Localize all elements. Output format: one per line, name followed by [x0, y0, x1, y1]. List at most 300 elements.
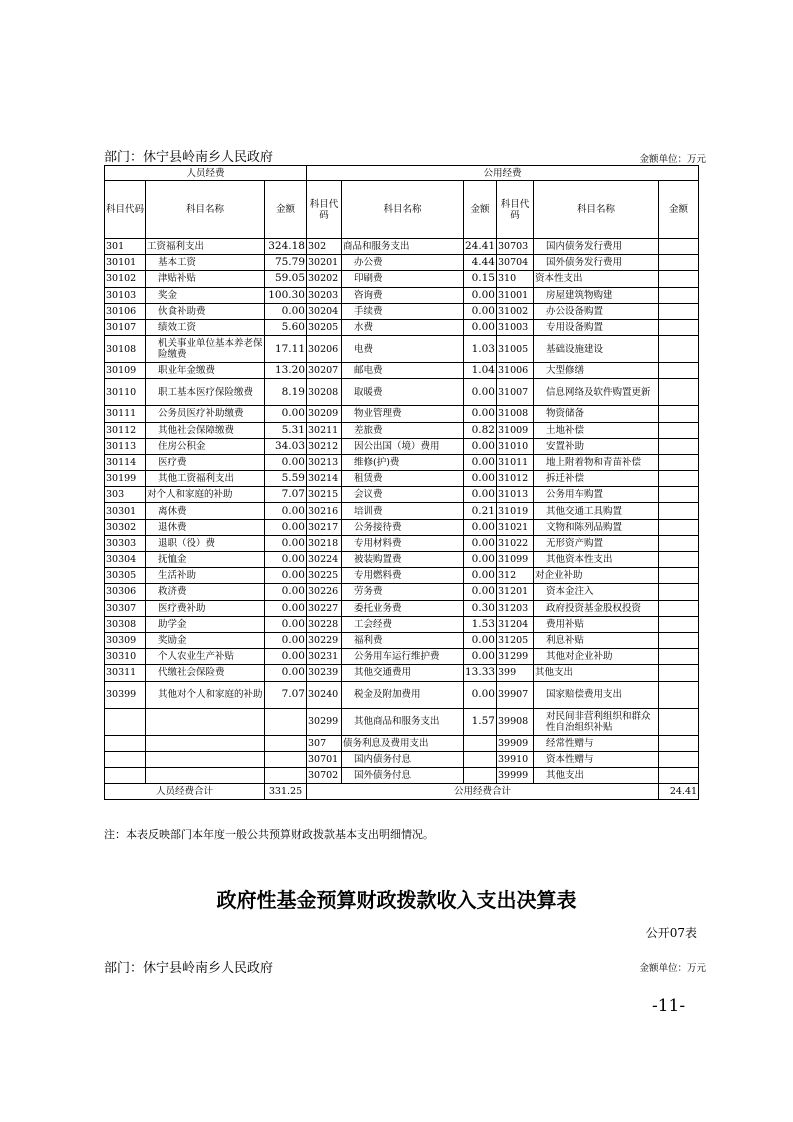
- name-cell: 奖金: [146, 287, 265, 303]
- public-total-label: 公用经费合计: [307, 784, 659, 800]
- code-cell: 303: [105, 487, 146, 503]
- code-cell: 31099: [497, 552, 534, 568]
- code-cell: 31010: [497, 438, 534, 454]
- amount-cell: 13.20: [265, 363, 307, 379]
- code-cell: 30231: [307, 649, 342, 665]
- code-cell: 30229: [307, 632, 342, 648]
- code-cell: 30309: [105, 632, 146, 648]
- name-cell: 公务接待费: [342, 519, 464, 535]
- amount-cell: 0.00: [464, 632, 497, 648]
- amount-cell: 1.03: [464, 336, 497, 363]
- amount-cell: [659, 665, 699, 681]
- amount-cell: 7.07: [265, 681, 307, 708]
- code-cell: 31013: [497, 487, 534, 503]
- name-cell: 退休费: [146, 519, 265, 535]
- name-cell: 其他交通费用: [342, 665, 464, 681]
- name-cell: 利息补贴: [534, 632, 659, 648]
- name-cell: 费用补贴: [534, 616, 659, 632]
- table-row: [105, 319, 699, 335]
- table-row: [105, 632, 699, 648]
- table-row: [105, 708, 699, 735]
- table-row: [105, 616, 699, 632]
- amount-cell: [659, 406, 699, 422]
- code-cell: 30215: [307, 487, 342, 503]
- code-cell: 31003: [497, 319, 534, 335]
- code-cell: 30240: [307, 681, 342, 708]
- table-row: [105, 363, 699, 379]
- amount-cell: [659, 303, 699, 319]
- amount-cell: 0.00: [464, 649, 497, 665]
- name-cell: 无形资产购置: [534, 535, 659, 551]
- code-cell: 31012: [497, 471, 534, 487]
- name-cell: 专用燃料费: [342, 568, 464, 584]
- name-cell: 工会经费: [342, 616, 464, 632]
- name-cell: 公务用车购置: [534, 487, 659, 503]
- amount-cell: 0.00: [265, 632, 307, 648]
- col-amount-3: 金额: [659, 181, 699, 239]
- code-cell: 302: [307, 239, 342, 255]
- code-cell: [105, 735, 146, 751]
- name-cell: 债务利息及费用支出: [342, 735, 464, 751]
- table-row: [105, 287, 699, 303]
- name-cell: 咨询费: [342, 287, 464, 303]
- code-cell: 31019: [497, 503, 534, 519]
- name-cell: 拆迁补偿: [534, 471, 659, 487]
- code-cell: 30704: [497, 255, 534, 271]
- name-cell: 政府投资基金股权投资: [534, 600, 659, 616]
- table-row: [105, 552, 699, 568]
- table-row: [105, 503, 699, 519]
- amount-cell: [659, 552, 699, 568]
- amount-cell: [659, 422, 699, 438]
- table-row: [105, 681, 699, 708]
- name-cell: [146, 767, 265, 783]
- amount-cell: [659, 471, 699, 487]
- code-cell: 30207: [307, 363, 342, 379]
- personnel-total-label: 人员经费合计: [105, 784, 265, 800]
- amount-cell: [265, 735, 307, 751]
- code-cell: 310: [497, 271, 534, 287]
- code-cell: 30205: [307, 319, 342, 335]
- name-cell: 印刷费: [342, 271, 464, 287]
- code-cell: 30217: [307, 519, 342, 535]
- code-cell: [105, 751, 146, 767]
- name-cell: 职工基本医疗保险缴费: [146, 379, 265, 406]
- next-table-title: 政府性基金预算财政拨款收入支出决算表: [216, 888, 577, 912]
- amount-cell: 0.00: [265, 552, 307, 568]
- name-cell: 税金及附加费用: [342, 681, 464, 708]
- name-cell: 土地补偿: [534, 422, 659, 438]
- col-name-3: 科目名称: [534, 181, 659, 239]
- amount-cell: 0.00: [464, 471, 497, 487]
- code-cell: 31022: [497, 535, 534, 551]
- name-cell: 房屋建筑物购建: [534, 287, 659, 303]
- amount-cell: 0.00: [265, 616, 307, 632]
- name-cell: 经常性赠与: [534, 735, 659, 751]
- amount-cell: 0.00: [464, 535, 497, 551]
- amount-cell: 0.00: [265, 665, 307, 681]
- amount-cell: 0.00: [464, 319, 497, 335]
- amount-cell: 0.30: [464, 600, 497, 616]
- name-cell: 邮电费: [342, 363, 464, 379]
- table-row: [105, 406, 699, 422]
- amount-cell: [659, 255, 699, 271]
- code-cell: 30110: [105, 379, 146, 406]
- name-cell: 福利费: [342, 632, 464, 648]
- table-row: [105, 767, 699, 783]
- amount-cell: 324.18: [265, 239, 307, 255]
- code-cell: 31002: [497, 303, 534, 319]
- name-cell: 其他社会保障缴费: [146, 422, 265, 438]
- code-cell: 30113: [105, 438, 146, 454]
- code-cell: 31021: [497, 519, 534, 535]
- code-cell: 30226: [307, 584, 342, 600]
- code-cell: 30307: [105, 600, 146, 616]
- amount-cell: 24.41: [464, 239, 497, 255]
- table-row: [105, 735, 699, 751]
- totals-row: [105, 784, 699, 800]
- col-code-2: 科目代码: [307, 181, 342, 239]
- amount-cell: 100.30: [265, 287, 307, 303]
- code-cell: 31204: [497, 616, 534, 632]
- code-cell: 30109: [105, 363, 146, 379]
- name-cell: [146, 708, 265, 735]
- amount-cell: 1.04: [464, 363, 497, 379]
- amount-cell: [659, 767, 699, 783]
- code-cell: 30204: [307, 303, 342, 319]
- amount-cell: [659, 271, 699, 287]
- table-row: [105, 271, 699, 287]
- code-cell: 30306: [105, 584, 146, 600]
- name-cell: 公务用车运行维护费: [342, 649, 464, 665]
- amount-cell: 0.00: [464, 487, 497, 503]
- amount-cell: 59.05: [265, 271, 307, 287]
- name-cell: 对企业补助: [534, 568, 659, 584]
- amount-cell: 0.00: [464, 681, 497, 708]
- amount-cell: 17.11: [265, 336, 307, 363]
- amount-cell: [659, 632, 699, 648]
- code-cell: 31203: [497, 600, 534, 616]
- name-cell: 国外债务发行费用: [534, 255, 659, 271]
- code-cell: 30102: [105, 271, 146, 287]
- name-cell: 机关事业单位基本养老保险缴费: [146, 336, 265, 363]
- name-cell: 水费: [342, 319, 464, 335]
- name-cell: 基础设施建设: [534, 336, 659, 363]
- table-row: [105, 255, 699, 271]
- amount-cell: 8.19: [265, 379, 307, 406]
- code-cell: 30702: [307, 767, 342, 783]
- amount-cell: [659, 584, 699, 600]
- name-cell: 因公出国（境）费用: [342, 438, 464, 454]
- amount-cell: [659, 379, 699, 406]
- name-cell: 文物和陈列品购置: [534, 519, 659, 535]
- name-cell: 国家赔偿费用支出: [534, 681, 659, 708]
- public-total-value: 24.41: [659, 784, 699, 800]
- code-cell: 39909: [497, 735, 534, 751]
- amount-cell: [659, 751, 699, 767]
- name-cell: 资本性支出: [534, 271, 659, 287]
- name-cell: 退职（役）费: [146, 535, 265, 551]
- table-row: [105, 336, 699, 363]
- name-cell: 住房公积金: [146, 438, 265, 454]
- name-cell: 专用设备购置: [534, 319, 659, 335]
- name-cell: 其他支出: [534, 665, 659, 681]
- amount-cell: [659, 336, 699, 363]
- amount-cell: 0.00: [265, 503, 307, 519]
- code-cell: 30214: [307, 471, 342, 487]
- amount-cell: 0.00: [464, 379, 497, 406]
- amount-cell: 0.00: [464, 287, 497, 303]
- amount-cell: [659, 319, 699, 335]
- amount-cell: [659, 616, 699, 632]
- name-cell: 被装购置费: [342, 552, 464, 568]
- code-cell: 30199: [105, 471, 146, 487]
- name-cell: 国外债务付息: [342, 767, 464, 783]
- amount-cell: 13.33: [464, 665, 497, 681]
- name-cell: 租赁费: [342, 471, 464, 487]
- code-cell: 39910: [497, 751, 534, 767]
- code-cell: [105, 708, 146, 735]
- name-cell: 生活补助: [146, 568, 265, 584]
- table-row: [105, 568, 699, 584]
- name-cell: 安置补助: [534, 438, 659, 454]
- amount-cell: [659, 503, 699, 519]
- amount-cell: 75.79: [265, 255, 307, 271]
- name-cell: 其他支出: [534, 767, 659, 783]
- code-cell: 301: [105, 239, 146, 255]
- code-cell: 31008: [497, 406, 534, 422]
- code-cell: 31005: [497, 336, 534, 363]
- public-group-header: 公用经费: [307, 166, 699, 181]
- name-cell: 商品和服务支出: [342, 239, 464, 255]
- amount-cell: [265, 751, 307, 767]
- amount-unit-label: 金额单位：万元: [639, 154, 706, 165]
- name-cell: 其他对企业补助: [534, 649, 659, 665]
- code-cell: 30209: [307, 406, 342, 422]
- table-row: [105, 665, 699, 681]
- name-cell: 对民间非营利组织和群众性自治组织补贴: [534, 708, 659, 735]
- code-cell: 30308: [105, 616, 146, 632]
- amount-cell: [659, 438, 699, 454]
- table-row: [105, 379, 699, 406]
- name-cell: 办公设备购置: [534, 303, 659, 319]
- amount-cell: [464, 751, 497, 767]
- amount-cell: 0.00: [265, 303, 307, 319]
- table-row: [105, 649, 699, 665]
- amount-cell: 0.00: [464, 438, 497, 454]
- amount-cell: 0.00: [464, 454, 497, 470]
- name-cell: 其他对个人和家庭的补助: [146, 681, 265, 708]
- amount-cell: [265, 767, 307, 783]
- name-cell: 取暖费: [342, 379, 464, 406]
- name-cell: 奖励金: [146, 632, 265, 648]
- table-row: [105, 239, 699, 255]
- name-cell: 差旅费: [342, 422, 464, 438]
- code-cell: 30299: [307, 708, 342, 735]
- col-code-3: 科目代码: [497, 181, 534, 239]
- col-amount-1: 金额: [265, 181, 307, 239]
- name-cell: 津贴补贴: [146, 271, 265, 287]
- table-row: [105, 535, 699, 551]
- personnel-total-value: 331.25: [265, 784, 307, 800]
- name-cell: 信息网络及软件购置更新: [534, 379, 659, 406]
- name-cell: 代缴社会保险费: [146, 665, 265, 681]
- name-cell: 大型修缮: [534, 363, 659, 379]
- name-cell: 其他工资福利支出: [146, 471, 265, 487]
- expense-detail-table: [104, 165, 699, 800]
- amount-cell: [265, 708, 307, 735]
- code-cell: 39999: [497, 767, 534, 783]
- next-amount-unit-label: 金额单位：万元: [639, 963, 706, 974]
- table-row: [105, 584, 699, 600]
- name-cell: 维修(护)费: [342, 454, 464, 470]
- col-amount-2: 金额: [464, 181, 497, 239]
- name-cell: 助学金: [146, 616, 265, 632]
- code-cell: 30311: [105, 665, 146, 681]
- amount-cell: 7.07: [265, 487, 307, 503]
- amount-cell: [659, 708, 699, 735]
- code-cell: 30211: [307, 422, 342, 438]
- name-cell: 资本性赠与: [534, 751, 659, 767]
- amount-cell: 0.00: [265, 519, 307, 535]
- name-cell: 对个人和家庭的补助: [146, 487, 265, 503]
- code-cell: 30202: [307, 271, 342, 287]
- table-row: [105, 471, 699, 487]
- amount-cell: 0.00: [464, 584, 497, 600]
- code-cell: 30114: [105, 454, 146, 470]
- code-cell: 30106: [105, 303, 146, 319]
- amount-cell: [659, 735, 699, 751]
- amount-cell: [659, 487, 699, 503]
- amount-cell: 4.44: [464, 255, 497, 271]
- code-cell: 30103: [105, 287, 146, 303]
- amount-cell: 0.00: [464, 519, 497, 535]
- name-cell: 个人农业生产补贴: [146, 649, 265, 665]
- code-cell: 30224: [307, 552, 342, 568]
- col-name-1: 科目名称: [146, 181, 265, 239]
- code-cell: 30703: [497, 239, 534, 255]
- code-cell: 39908: [497, 708, 534, 735]
- code-cell: 30701: [307, 751, 342, 767]
- code-cell: 31001: [497, 287, 534, 303]
- code-cell: 312: [497, 568, 534, 584]
- name-cell: 抚恤金: [146, 552, 265, 568]
- table-row: [105, 751, 699, 767]
- table-row: [105, 600, 699, 616]
- amount-cell: 0.00: [265, 649, 307, 665]
- table-row: [105, 454, 699, 470]
- name-cell: 专用材料费: [342, 535, 464, 551]
- table-note: 注：本表反映部门本年度一般公共预算财政拨款基本支出明细情况。: [104, 828, 434, 841]
- code-cell: 30239: [307, 665, 342, 681]
- code-cell: 31205: [497, 632, 534, 648]
- name-cell: 绩效工资: [146, 319, 265, 335]
- name-cell: 国内债务发行费用: [534, 239, 659, 255]
- amount-cell: 5.31: [265, 422, 307, 438]
- amount-cell: 0.00: [265, 535, 307, 551]
- code-cell: 30206: [307, 336, 342, 363]
- name-cell: 办公费: [342, 255, 464, 271]
- name-cell: 医疗费: [146, 454, 265, 470]
- amount-cell: 0.21: [464, 503, 497, 519]
- amount-cell: 0.00: [464, 303, 497, 319]
- code-cell: 30107: [105, 319, 146, 335]
- code-cell: 30301: [105, 503, 146, 519]
- amount-cell: [659, 239, 699, 255]
- code-cell: 30212: [307, 438, 342, 454]
- code-cell: [105, 767, 146, 783]
- table-row: [105, 487, 699, 503]
- code-cell: 30225: [307, 568, 342, 584]
- name-cell: 劳务费: [342, 584, 464, 600]
- amount-cell: 0.00: [265, 568, 307, 584]
- name-cell: 物资储备: [534, 406, 659, 422]
- col-name-2: 科目名称: [342, 181, 464, 239]
- name-cell: 其他资本性支出: [534, 552, 659, 568]
- amount-cell: [659, 600, 699, 616]
- amount-cell: 0.00: [464, 552, 497, 568]
- code-cell: 31201: [497, 584, 534, 600]
- table-row: [105, 519, 699, 535]
- name-cell: 国内债务付息: [342, 751, 464, 767]
- name-cell: [146, 735, 265, 751]
- amount-cell: 0.82: [464, 422, 497, 438]
- amount-cell: 0.00: [265, 454, 307, 470]
- name-cell: 医疗费补助: [146, 600, 265, 616]
- amount-cell: [659, 287, 699, 303]
- next-department-label: 部门：休宁县岭南乡人民政府: [104, 961, 274, 976]
- code-cell: 31011: [497, 454, 534, 470]
- code-cell: 31007: [497, 379, 534, 406]
- name-cell: 电费: [342, 336, 464, 363]
- name-cell: 公务员医疗补助缴费: [146, 406, 265, 422]
- code-cell: 31009: [497, 422, 534, 438]
- name-cell: 资本金注入: [534, 584, 659, 600]
- amount-cell: 0.00: [265, 584, 307, 600]
- code-cell: 30111: [105, 406, 146, 422]
- amount-cell: [464, 735, 497, 751]
- amount-cell: 0.00: [464, 406, 497, 422]
- amount-cell: [659, 535, 699, 551]
- code-cell: 30399: [105, 681, 146, 708]
- code-cell: 31299: [497, 649, 534, 665]
- amount-cell: 0.15: [464, 271, 497, 287]
- code-cell: 30227: [307, 600, 342, 616]
- amount-cell: 5.60: [265, 319, 307, 335]
- code-cell: 30310: [105, 649, 146, 665]
- code-cell: 30203: [307, 287, 342, 303]
- name-cell: 物业管理费: [342, 406, 464, 422]
- name-cell: 其他交通工具购置: [534, 503, 659, 519]
- amount-cell: [659, 519, 699, 535]
- col-code-1: 科目代码: [105, 181, 146, 239]
- amount-cell: [464, 767, 497, 783]
- amount-cell: 1.57: [464, 708, 497, 735]
- code-cell: 30201: [307, 255, 342, 271]
- name-cell: 手续费: [342, 303, 464, 319]
- name-cell: 离休费: [146, 503, 265, 519]
- code-cell: 30228: [307, 616, 342, 632]
- code-cell: 399: [497, 665, 534, 681]
- code-cell: 30108: [105, 336, 146, 363]
- amount-cell: 1.53: [464, 616, 497, 632]
- code-cell: 30208: [307, 379, 342, 406]
- name-cell: [146, 751, 265, 767]
- amount-cell: [659, 454, 699, 470]
- code-cell: 307: [307, 735, 342, 751]
- name-cell: 培训费: [342, 503, 464, 519]
- code-cell: 30303: [105, 535, 146, 551]
